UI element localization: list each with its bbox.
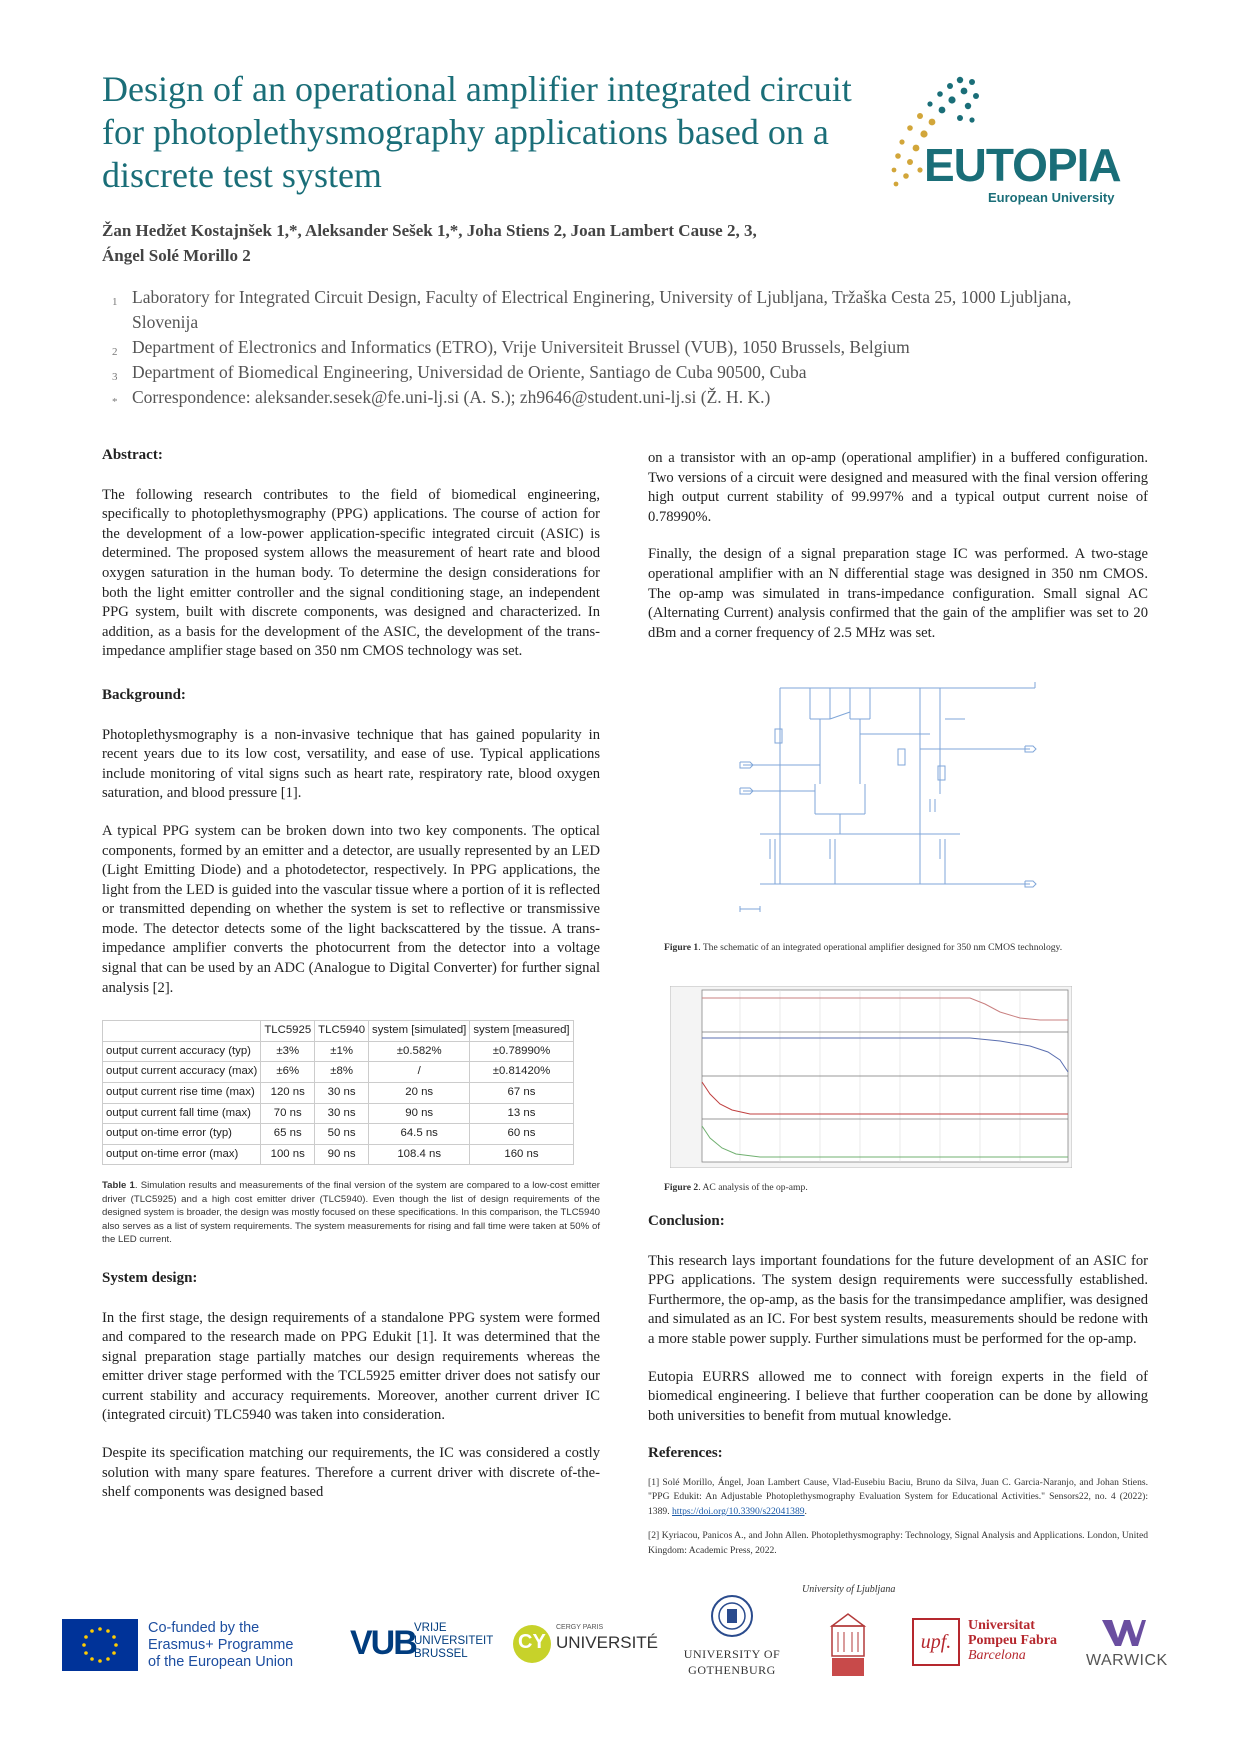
- gothenburg-text: UNIVERSITY OF GOTHENBURG: [683, 1647, 781, 1677]
- results-table: [102, 1020, 574, 1165]
- authors-line-1: Žan Hedžet Kostajnšek 1,*, Aleksander Sešek 1,*, Joha Stiens 2, Joan Lambert Cause 2, 3,: [102, 221, 757, 240]
- background-paragraph-1: Photoplethysmography is a non-invasive technique that has gained popularity in recent years due to its low cost, versatility, and ease of use. Typical applications include monitoring of vital signs such as heart rate, respiratory rate, blood oxygen saturation, and blood pressure [1].: [102, 726, 600, 802]
- background-heading: Background:: [102, 686, 186, 703]
- authors-line-2: Ángel Solé Morillo 2: [102, 246, 251, 265]
- abstract-text: The following research contributes to the field of biomedical engineering, specifically to photoplethysmography (PPG) applications. The course of action for the development of a low-power application-specific integrated circuit (ASIC) is determined. The proposed system allows the measurement of heart rate and blood oxygen saturation in the human body. To determine the design considerations for both the light emitter controller and the signal conditioning stage, an independent PPG system, built with discrete components, was designed and characterized. In addition, as a basis for the development of the ASIC, the development of the trans-impedance amplifier stage based on 350 nm CMOS technology was set.: [102, 486, 600, 660]
- warwick-name: WARWICK: [1086, 1652, 1168, 1669]
- figure-2-ac-analysis: [670, 986, 1072, 1168]
- conclusion-paragraph-2: Eutopia EURRS allowed me to connect with foreign experts in the field of biomedical engineering. I believe that further cooperation can be done by allowing both universities to benefit from mutual knowledge.: [648, 1368, 1148, 1424]
- table-row: output current accuracy (typ) ±3% ±1% ±0.582% ±0.78990%: [103, 1041, 574, 1062]
- right-paragraph-2: Finally, the design of a signal preparation stage IC was performed. A two-stage operational amplifier with an N differential stage was designed in 350 nm CMOS. The op-amp was simulated in trans-impedance configuration. Small signal AC (Alternating Current) analysis confirmed that the gain of the amplifier was set to 20 dBm and a corner frequency of 2.5 MHz was set.: [648, 546, 1148, 641]
- conclusion-heading: Conclusion:: [648, 1213, 725, 1229]
- cy-small: CERGY PARIS: [556, 1624, 604, 1631]
- table-row: output current accuracy (max) ±6% ±8% / ±0.81420%: [103, 1062, 574, 1083]
- reference-1: [1] Solé Morillo, Ángel, Joan Lambert Cause, Vlad-Eusebiu Baciu, Bruno da Silva, Juan C. Garcia-Naranjo, and Johan Stiens. "PPG Edukit: An Adjustable Photoplethysmography Evaluation System for Educational Activities." Sensors22, no. 4 (2022): 1389. https://doi.org/10.3390/s22041389.: [648, 1476, 1148, 1517]
- eutopia-name: EUTOPIA: [924, 139, 1121, 191]
- system-design-paragraph-2: Despite its specification matching our requirements, the IC was considered a costly solution with many spare features. Therefore a current driver with discrete of-the-shelf components was designed based: [102, 1445, 600, 1501]
- table-caption: Table 1. Simulation results and measurements of the final version of the system are compared to a low-cost emitter driver (TLC5925) and a high cost emitter driver (TLC5940). Even though the list of design requirements of the designed system is broader, the design was mostly focused on these specifications. In this comparison, the TLC5940 also serves as a list of system requirements. The system measurements for rising and fall time were taken at 50% of the LED current.: [102, 1180, 600, 1246]
- affiliations: [112, 285, 1072, 410]
- table-header-cell: system [measured]: [470, 1021, 573, 1042]
- table-row: output on-time error (typ) 65 ns 50 ns 64.5 ns 60 ns: [103, 1124, 574, 1145]
- vub-mark: VUB: [350, 1624, 416, 1662]
- poster-title: Design of an operational amplifier integrated circuit for photoplethysmography applications based on a discrete test system: [102, 69, 852, 195]
- upf-text: Universitat Pompeu Fabra Barcelona: [968, 1618, 1058, 1663]
- abstract-heading: Abstract:: [102, 447, 163, 463]
- figure-1-caption: Figure 1. The schematic of an integrated operational amplifier designed for 350 nm CMOS technology.: [664, 942, 1063, 953]
- erasmus-logo: [62, 1614, 322, 1676]
- reference-2: [2] Kyriacou, Panicos A., and John Allen. Photoplethysmography: Technology, Signal Analysis and Applications. London, United Kingdom: Academic Press, 2022.: [648, 1530, 1148, 1556]
- eu-flag-icon: [62, 1619, 138, 1671]
- table-row: output current rise time (max) 120 ns 30 ns 20 ns 67 ns: [103, 1083, 574, 1104]
- table-header-cell: [103, 1021, 261, 1042]
- warwick-mark-icon: [1102, 1620, 1146, 1648]
- table-header-cell: TLC5925: [261, 1021, 315, 1042]
- vub-logo: [350, 1620, 500, 1672]
- conclusion-section: [648, 1212, 1148, 1558]
- cy-mark: CY: [518, 1631, 546, 1653]
- system-design-paragraph-1: In the first stage, the design requirements of a standalone PPG system were formed and compared to the research made on PPG Edukit [1]. It was determined that the signal preparation stage partially matches our design requirements whereas the emitter driver stage performed with the TCL5925 emitter driver does not satisfy our current stability and accuracy requirements. Moreover, another current driver IC (integrated circuit) TLC5940 was taken into consideration.: [102, 1309, 600, 1424]
- cy-name: UNIVERSITÉ: [556, 1633, 659, 1652]
- affiliation-2: 2 Department of Electronics and Informatics (ETRO), Vrije Universiteit Brussel (VUB), 1050 Brussels, Belgium: [112, 337, 910, 358]
- reference-1-doi-link[interactable]: https://doi.org/10.3390/s22041389: [672, 1505, 805, 1517]
- figure-2-caption: Figure 2. AC analysis of the op-amp.: [664, 1182, 808, 1193]
- ljubljana-building-icon: [828, 1606, 868, 1678]
- figure-1-schematic: [730, 674, 1060, 924]
- table-header-cell: TLC5940: [315, 1021, 369, 1042]
- cy-logo: [512, 1616, 662, 1672]
- references-heading: References:: [648, 1445, 723, 1462]
- table-row: output on-time error (max) 100 ns 90 ns 108.4 ns 160 ns: [103, 1144, 574, 1165]
- ljubljana-building-logo: [828, 1606, 868, 1678]
- ul-note: University of Ljubljana: [802, 1584, 896, 1595]
- upf-mark: upf.: [912, 1618, 960, 1666]
- gothenburg-seal-icon: [710, 1594, 754, 1638]
- table-header-cell: system [simulated]: [369, 1021, 470, 1042]
- conclusion-paragraph-1: This research lays important foundations for the future development of an ASIC for PPG applications. The system design requirements were successfully established. Furthermore, the op-amp, as the basis for the transimpedance amplifier, was designed and simulated as an IC. For best system results, measurements should be redone with a more stable power supply. Further simulations must be performed for the op-amp.: [648, 1252, 1148, 1347]
- warwick-logo: [1086, 1620, 1166, 1674]
- system-design-heading: System design:: [102, 1269, 198, 1286]
- erasmus-text: Co-funded by the Erasmus+ Programme of the European Union: [148, 1620, 294, 1670]
- right-paragraph-1: on a transistor with an op-amp (operational amplifier) in a buffered configuration. Two versions of a circuit were designed and measured with the final version offering high output current stability of 99.997% and a typical output current noise of 0.78990%.: [648, 450, 1148, 525]
- eutopia-logo: [880, 74, 1140, 214]
- authors: [102, 218, 922, 268]
- affiliation-3: 3 Department of Biomedical Engineering, Universidad de Oriente, Santiago de Cuba 90500, Cuba: [112, 362, 807, 383]
- correspondence: * Correspondence: aleksander.sesek@fe.uni-lj.si (A. S.); zh9646@student.uni-lj.si (Ž. H. K.): [112, 387, 771, 408]
- left-column: [102, 446, 600, 1521]
- gothenburg-logo: [672, 1594, 792, 1684]
- background-paragraph-2: A typical PPG system can be broken down into two key components. The optical components, formed by an emitter and a detector, are usually represented by an LED (Light Emitting Diode) and a photodetector, respectively. In PPG applications, the light from the LED is guided into the vascular tissue where a portion of it is reflected or transmitted depending on whether the system is set to reflective or transmissive mode. The detector detects some of the light backscattered by the tissue. A trans-impedance amplifier converts the photocurrent from the detector into a voltage signal that can be used by an ADC (Analogue to Digital Converter) for further signal analysis [2].: [102, 822, 600, 996]
- upf-logo: [912, 1618, 1072, 1674]
- table-header-row: [103, 1021, 574, 1042]
- vub-text: VRIJE UNIVERSITEIT BRUSSEL: [414, 1622, 494, 1660]
- affiliation-1: 1 Laboratory for Integrated Circuit Design, Faculty of Electrical Enginering, University of Ljubljana, Tržaška Cesta 25, 1000 Ljubljana, Slovenija: [112, 287, 1072, 332]
- right-column: [648, 449, 1148, 661]
- eutopia-subtitle: European University: [988, 190, 1115, 205]
- table-row: output current fall time (max) 70 ns 30 ns 90 ns 13 ns: [103, 1103, 574, 1124]
